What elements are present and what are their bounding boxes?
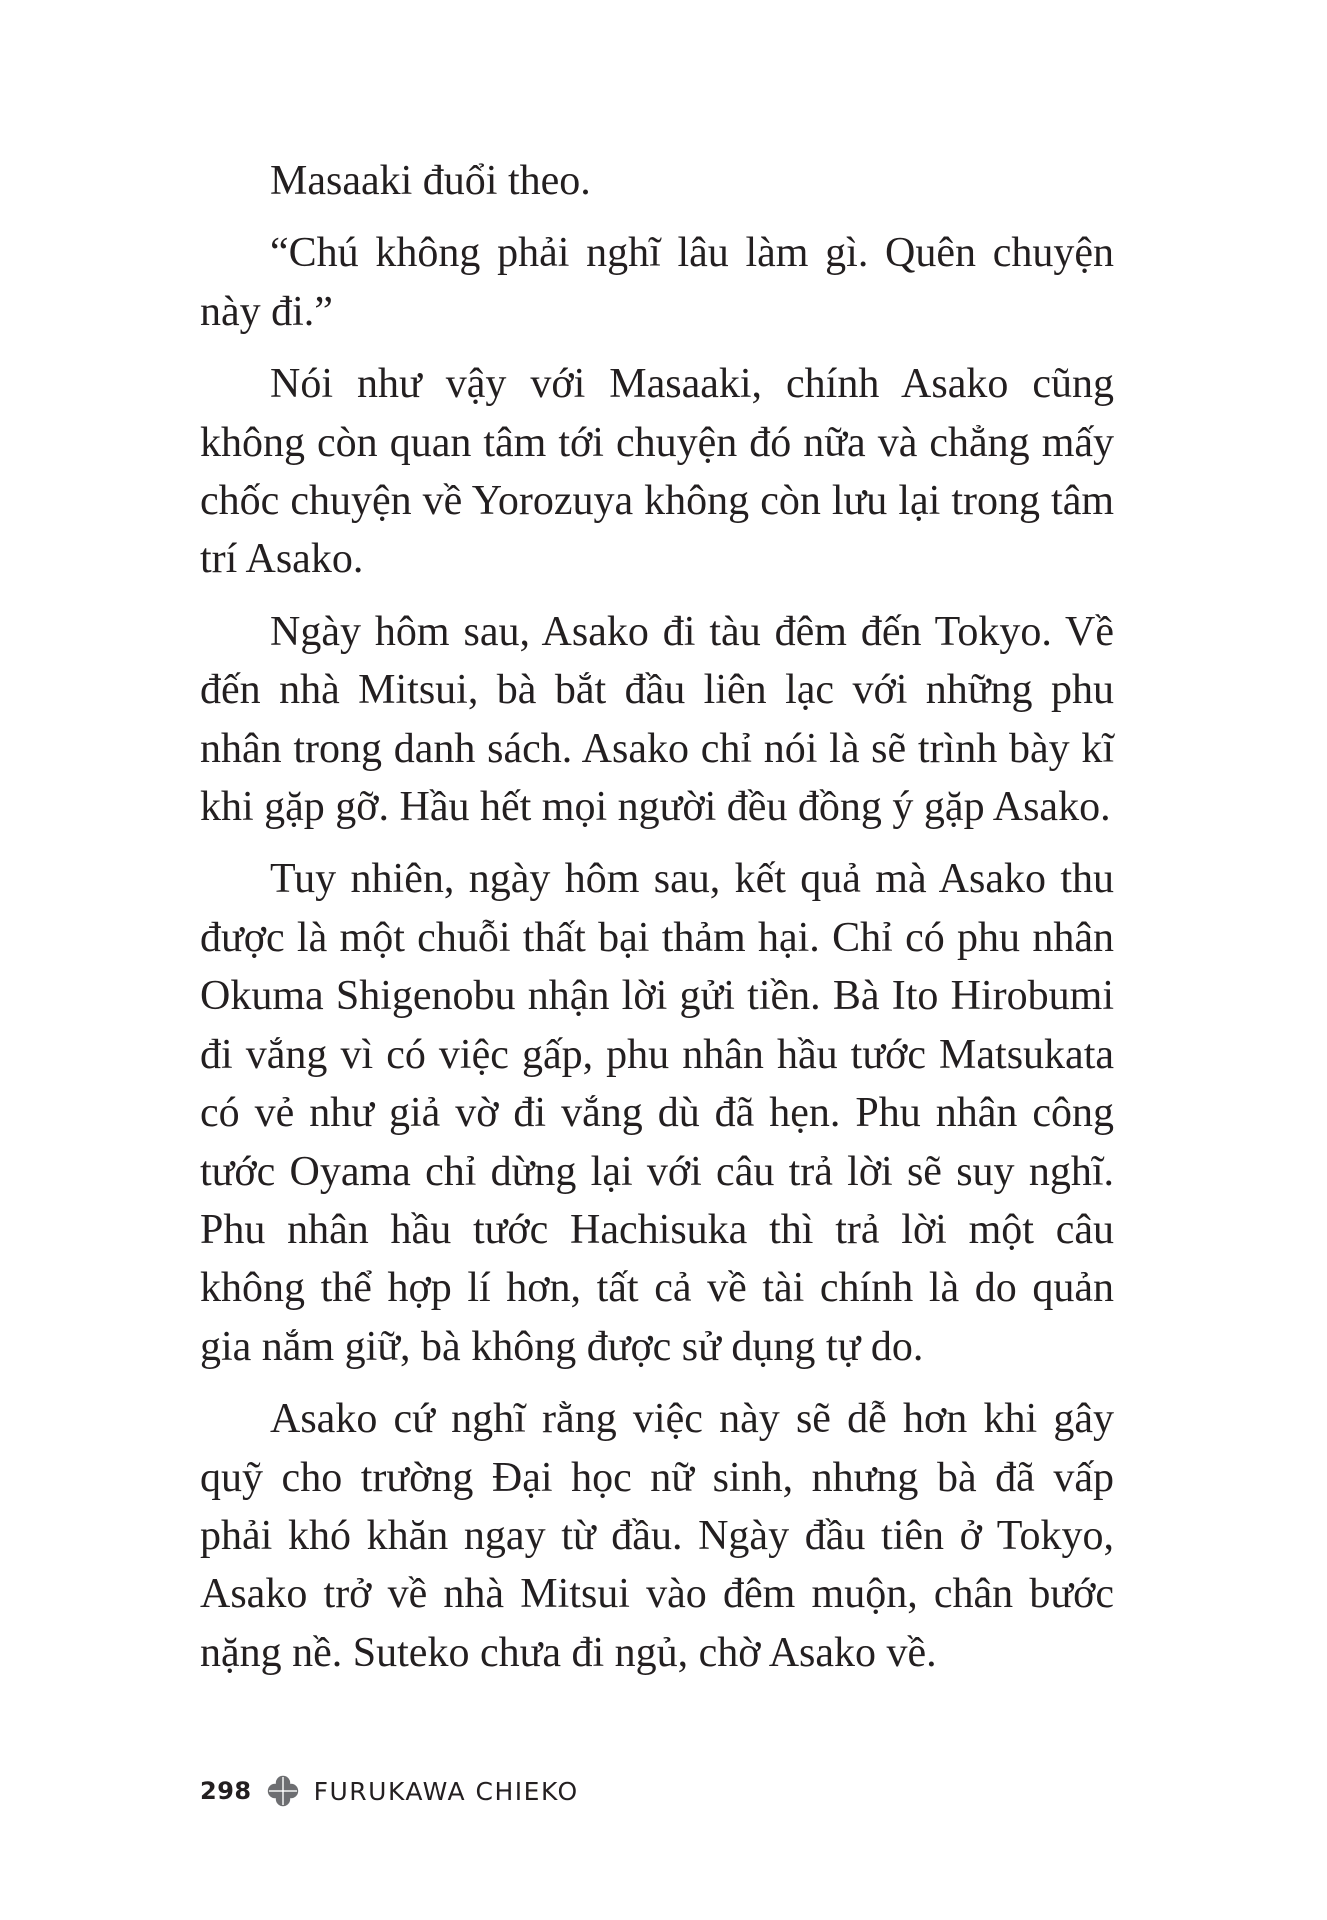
page-number: 298: [200, 1777, 252, 1805]
paragraph: Ngày hôm sau, Asako đi tàu đêm đến Tokyo. Về đến nhà Mitsui, bà bắt đầu liên lạc với những phu nhân trong danh sách. Asako chỉ nói là sẽ trình bày kĩ khi gặp gỡ. Hầu hết mọi người đều đồng ý gặp Asako.: [200, 608, 1114, 831]
paragraph: Masaaki đuổi theo.: [270, 158, 591, 204]
paragraph: Nói như vậy với Masaaki, chính Asako cũng không còn quan tâm tới chuyện đó nữa và chẳng mấy chốc chuyện về Yorozuya không còn lưu lại trong tâm trí Asako.: [200, 361, 1114, 583]
clover-icon: [266, 1774, 300, 1808]
page-footer: [200, 1771, 579, 1811]
paragraph: Asako cứ nghĩ rằng việc này sẽ dễ hơn khi gây quỹ cho trường Đại học nữ sinh, nhưng bà đã vấp phải khó khăn ngay từ đầu. Ngày đầu tiên ở Tokyo, Asako trở về nhà Mitsui vào đêm muộn, chân bước nặng nề. Suteko chưa đi ngủ, chờ Asako về.: [200, 1396, 1114, 1676]
paragraph: “Chú không phải nghĩ lâu làm gì. Quên chuyện này đi.”: [200, 230, 1114, 335]
paragraph: Tuy nhiên, ngày hôm sau, kết quả mà Asako thu được là một chuỗi thất bại thảm hại. Chỉ có phu nhân Okuma Shigenobu nhận lời gửi tiền. Bà Ito Hirobumi đi vắng vì có việc gấp, phu nhân hầu tước Matsukata có vẻ như giả vờ đi vắng dù đã hẹn. Phu nhân công tước Oyama chỉ dừng lại với câu trả lời sẽ suy nghĩ. Phu nhân hầu tước Hachisuka thì trả lời một câu không thể hợp lí hơn, tất cả về tài chính là do quản gia nắm giữ, bà không được sử dụng tự do.: [200, 856, 1114, 1370]
author-name: FURUKAWA CHIEKO: [313, 1776, 579, 1806]
body-text: [200, 152, 1114, 1682]
